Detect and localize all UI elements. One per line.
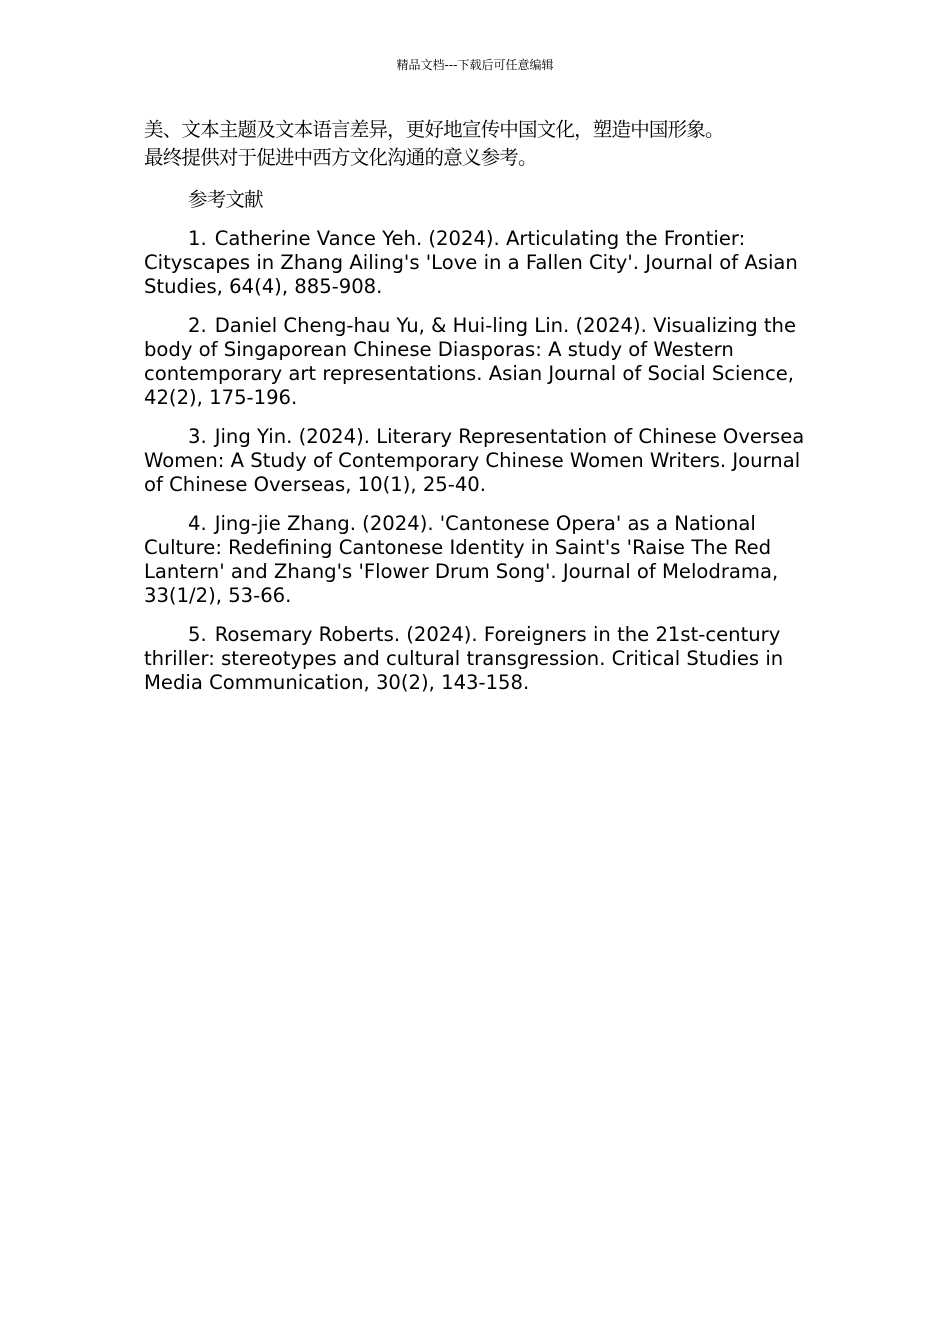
page-header: 精品文档---下载后可任意编辑: [396, 58, 554, 72]
reference-text: Daniel Cheng-hau Yu, & Hui-ling Lin. (2024). Visualizing the body of Singaporean Chinese Diasporas: A study of Western contemporary art representations. Asian Journal of Social Science, 42(2), 175-196.: [144, 314, 797, 409]
reference-text: Rosemary Roberts. (2024). Foreigners in the 21st-century thriller: stereotypes and cultural transgression. Critical Studies in Media Communication, 30(2), 143-158.: [144, 623, 784, 694]
reference-number: 3.: [188, 425, 207, 448]
reference-number: 1.: [188, 227, 207, 250]
reference-item-2: [144, 314, 806, 410]
reference-number: 5.: [188, 623, 207, 646]
reference-number: 2.: [188, 314, 207, 337]
reference-text: Catherine Vance Yeh. (2024). Articulating the Frontier: Cityscapes in Zhang Ailing's 'Love in a Fallen City'. Journal of Asian Studies, 64(4), 885-908.: [144, 227, 798, 298]
references-heading: 参考文献: [188, 188, 263, 211]
reference-list: [144, 227, 806, 695]
reference-item-5: [144, 623, 806, 695]
reference-number: 4.: [188, 512, 207, 535]
reference-text: Jing-jie Zhang. (2024). 'Cantonese Opera' as a National Culture: Redefining Cantonese Identity in Saint's 'Raise The Red Lantern' and Zhang's 'Flower Drum Song'. Journal of Melodrama, 33(1/2), 53-66.: [144, 512, 779, 607]
reference-item-3: [144, 425, 806, 497]
intro-paragraph: 美、文本主题及文本语言差异，更好地宣传中国文化，塑造中国形象。 最终提供对于促进中西方文化沟通的意义参考。: [144, 118, 724, 169]
document-body: [144, 116, 806, 710]
reference-item-4: [144, 512, 806, 608]
reference-item-1: [144, 227, 806, 299]
reference-text: Jing Yin. (2024). Literary Representation of Chinese Oversea Women: A Study of Contemporary Chinese Women Writers. Journal of Chinese Overseas, 10(1), 25-40.: [144, 425, 805, 496]
